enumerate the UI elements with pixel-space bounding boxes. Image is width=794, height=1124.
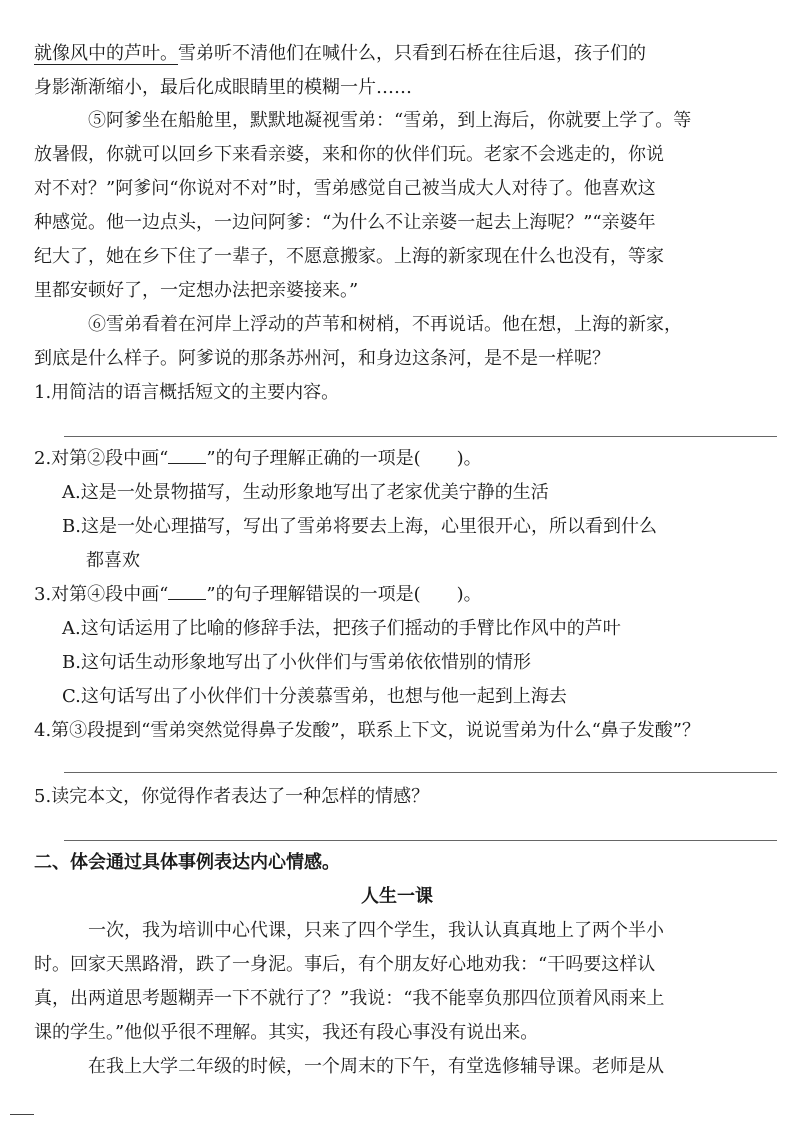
question-5 — [34, 780, 429, 814]
paragraph-6 — [34, 308, 682, 376]
answer-line-q1[interactable] — [64, 436, 777, 437]
question-3 — [34, 578, 621, 714]
answer-line-q4[interactable] — [64, 772, 777, 773]
answer-line-q5[interactable] — [64, 840, 777, 841]
underlined-sentence: 就像风中的芦叶。 — [34, 43, 178, 64]
question-text: ”的句子理解错误的一项是( )。 — [206, 584, 482, 605]
question-text: 4.第③段提到“雪弟突然觉得鼻子发酸”，联系上下文，说说雪弟为什么“鼻子发酸”？ — [34, 720, 700, 741]
article-line: 真，出两道思考题糊弄一下不就行了？”我说：“我不能辜负那四位顶着风雨来上 — [34, 988, 665, 1009]
story-line: 身影渐渐缩小，最后化成眼睛里的模糊一片…… — [34, 77, 412, 98]
story-text: 雪弟听不清他们在喊什么，只看到石桥在往后退，孩子们的 — [178, 43, 646, 64]
story-line: ⑤阿爹坐在船舱里，默默地凝视雪弟：“雪弟，到上海后，你就要上学了。等 — [88, 110, 692, 131]
story-line: 对不对？”阿爹问“你说对不对”时，雪弟感觉自己被当成大人对待了。他喜欢这 — [34, 178, 656, 199]
story-line: 放暑假，你就可以回乡下来看亲婆，来和你的伙伴们玩。老家不会逃走的，你说 — [34, 144, 664, 165]
option-b[interactable]: B.这句话生动形象地写出了小伙伴们与雪弟依依惜别的情形 — [62, 652, 531, 673]
article-line: 课的学生。”他似乎很不理解。其实，我还有段心事没有说出来。 — [34, 1022, 539, 1043]
option-c[interactable]: C.这句话写出了小伙伴们十分羡慕雪弟，也想与他一起到上海去 — [62, 686, 567, 707]
option-a[interactable]: A.这句话运用了比喻的修辞手法，把孩子们摇动的手臂比作风中的芦叶 — [62, 618, 621, 639]
question-text: 2.对第②段中画“ — [34, 448, 169, 469]
page-corner-mark — [10, 1114, 34, 1115]
article-line: 在我上大学二年级的时候，一个周末的下午，有堂选修辅导课。老师是从 — [88, 1056, 664, 1077]
paragraph-4-end — [34, 37, 646, 105]
story-line: 到底是什么样子。阿爹说的那条苏州河，和身边这条河，是不是一样呢？ — [34, 348, 610, 369]
question-text: 1.用简洁的语言概括短文的主要内容。 — [34, 382, 340, 403]
story-line: 里都安顿好了，一定想办法把亲婆接来。” — [34, 280, 359, 301]
story-line: 纪大了，她在乡下住了一辈子，不愿意搬家。上海的新家现在什么也没有，等家 — [34, 246, 664, 267]
underline-marker — [168, 443, 206, 464]
option-b-continued: 都喜欢 — [86, 550, 140, 571]
article-line: 一次，我为培训中心代课，只来了四个学生，我认认真真地上了两个半小 — [88, 920, 664, 941]
section-heading: 二、体会通过具体事例表达内心情感。 — [34, 852, 340, 873]
question-text: 5.读完本文，你觉得作者表达了一种怎样的情感？ — [34, 786, 430, 807]
option-b[interactable]: B.这是一处心理描写，写出了雪弟将要去上海，心里很开心，所以看到什么 — [62, 516, 657, 537]
question-text: 3.对第④段中画“ — [34, 584, 169, 605]
question-1 — [34, 376, 339, 410]
story-line: 种感觉。他一边点头，一边问阿爹：“为什么不让亲婆一起去上海呢？”“亲婆年 — [34, 212, 656, 233]
paragraph-5 — [34, 104, 691, 308]
question-text: ”的句子理解正确的一项是( )。 — [206, 448, 482, 469]
question-4 — [34, 714, 700, 748]
article-line: 时。回家天黑路滑，跌了一身泥。事后，有个朋友好心地劝我：“干吗要这样认 — [34, 954, 656, 975]
article-title: 人生一课 — [361, 886, 433, 907]
story-line: ⑥雪弟看着在河岸上浮动的芦苇和树梢，不再说话。他在想，上海的新家， — [88, 314, 682, 335]
article-body — [34, 914, 664, 1084]
underline-marker — [168, 579, 206, 600]
option-a[interactable]: A.这是一处景物描写，生动形象地写出了老家优美宁静的生活 — [62, 482, 549, 503]
question-2 — [34, 442, 657, 578]
